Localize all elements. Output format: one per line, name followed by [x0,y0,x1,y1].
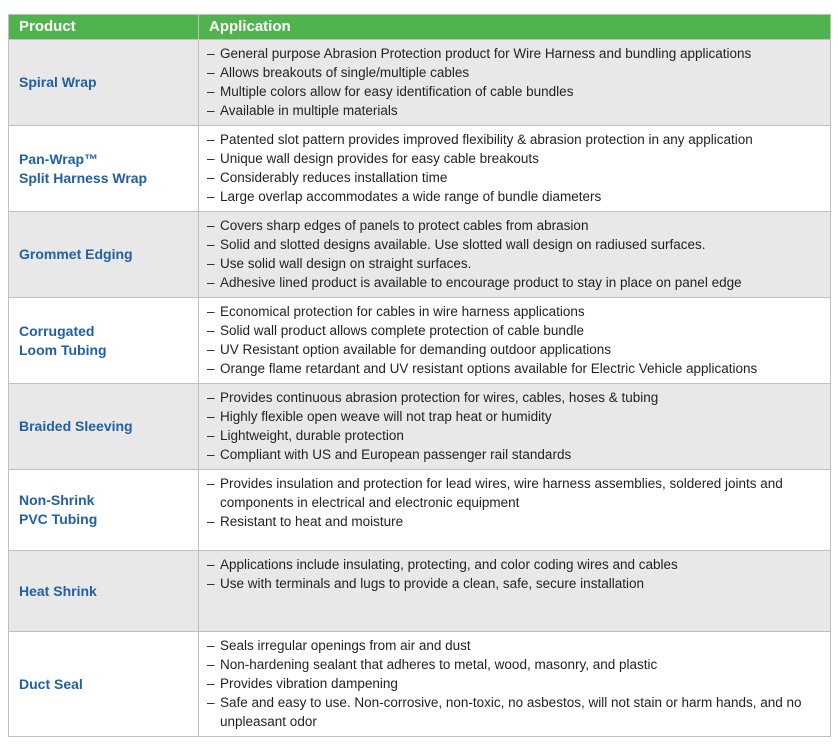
application-list [207,555,822,593]
table-row [9,384,831,470]
bullet-dash: – [207,151,215,166]
bullet-dash: – [207,390,215,405]
product-name-line: Pan-Wrap™ [19,150,99,167]
application-item [207,44,822,63]
application-item [207,512,822,531]
application-item [207,187,822,206]
table-header [9,15,831,40]
application-item [207,655,822,674]
application-text: Solid and slotted designs available. Use slotted wall design on radiused surfaces. [220,237,706,252]
product-name [9,551,199,632]
bullet-dash: – [207,657,215,672]
product-application-table [8,14,831,737]
table-row [9,551,831,632]
column-header-product: Product [9,15,199,40]
application-text: Non-hardening sealant that adheres to metal, wood, masonry, and plastic [220,657,658,672]
product-name-line: Loom Tubing [19,341,107,358]
application-text: Safe and easy to use. Non-corrosive, non-toxic, no asbestos, will not stain or harm hands, and no unpleasant odor [220,695,802,729]
product-name-line: Heat Shrink [19,582,97,599]
application-text: Patented slot pattern provides improved flexibility & abrasion protection in any application [220,132,753,147]
bullet-dash: – [207,323,215,338]
bullet-dash: – [207,256,215,271]
header-row [9,15,831,40]
table-row [9,298,831,384]
application-text: UV Resistant option available for demanding outdoor applications [220,342,611,357]
application-text: General purpose Abrasion Protection product for Wire Harness and bundling applications [220,46,752,61]
application-item [207,321,822,340]
application-item [207,302,822,321]
application-cell [199,126,831,212]
bullet-dash: – [207,695,215,710]
application-text: Resistant to heat and moisture [220,514,404,529]
product-name [9,126,199,212]
application-list [207,302,822,378]
product-name-line: Non-Shrink [19,492,95,508]
product-name [9,212,199,298]
application-text: Provides vibration dampening [220,676,398,691]
application-text: Compliant with US and European passenger rail standards [220,447,572,462]
bullet-dash: – [207,65,215,80]
product-name-line: Braided Sleeving [19,418,133,434]
application-item [207,235,822,254]
product-name [9,40,199,126]
column-header-application: Application [199,15,831,40]
application-item [207,426,822,445]
application-item [207,674,822,693]
bullet-dash: – [207,557,215,572]
application-list [207,636,822,731]
bullet-dash: – [207,638,215,653]
application-cell [199,551,831,632]
application-text: Available in multiple materials [220,103,398,118]
bullet-dash: – [207,514,215,529]
application-item [207,82,822,101]
application-cell [199,40,831,126]
application-item [207,63,822,82]
bullet-dash: – [207,46,215,61]
bullet-dash: – [207,218,215,233]
bullet-dash: – [207,170,215,185]
bullet-dash: – [207,275,215,290]
bullet-dash: – [207,676,215,691]
application-text: Economical protection for cables in wire harness applications [220,304,585,319]
application-list [207,44,822,120]
bullet-dash: – [207,103,215,118]
application-list [207,474,822,531]
application-text: Solid wall product allows complete protection of cable bundle [220,323,584,338]
product-name [9,298,199,384]
application-text: Allows breakouts of single/multiple cables [220,65,470,80]
application-text: Provides continuous abrasion protection for wires, cables, hoses & tubing [220,390,659,405]
application-item [207,693,822,731]
bullet-dash: – [207,428,215,443]
application-item [207,407,822,426]
product-name-line: Grommet Edging [19,246,133,262]
application-text: Applications include insulating, protecting, and color coding wires and cables [220,557,678,572]
bullet-dash: – [207,576,215,591]
table-row [9,126,831,212]
application-item [207,574,822,593]
application-cell [199,298,831,384]
product-name-line: Split Harness Wrap [19,169,148,186]
application-text: Multiple colors allow for easy identification of cable bundles [220,84,574,99]
application-item [207,474,822,512]
application-text: Considerably reduces installation time [220,170,448,185]
product-name [9,470,199,551]
table-row [9,632,831,737]
product-name [9,384,199,470]
bullet-dash: – [207,237,215,252]
table-row [9,470,831,551]
bullet-dash: – [207,476,215,491]
product-name [9,632,199,737]
bullet-dash: – [207,189,215,204]
application-item [207,359,822,378]
application-text: Seals irregular openings from air and dust [220,638,471,653]
application-item [207,254,822,273]
bullet-dash: – [207,304,215,319]
application-cell [199,632,831,737]
product-name-line: Spiral Wrap [19,74,97,90]
bullet-dash: – [207,342,215,357]
application-text: Provides insulation and protection for lead wires, wire harness assemblies, soldered joints and components in electrical and electronic equipment [220,476,783,510]
table-row [9,212,831,298]
application-item [207,101,822,120]
application-item [207,340,822,359]
application-text: Unique wall design provides for easy cable breakouts [220,151,539,166]
application-item [207,149,822,168]
application-item [207,388,822,407]
application-text: Large overlap accommodates a wide range of bundle diameters [220,189,602,204]
application-item [207,636,822,655]
application-cell [199,384,831,470]
application-text: Orange flame retardant and UV resistant options available for Electric Vehicle applications [220,361,758,376]
product-name-line: PVC Tubing [19,511,98,527]
application-text: Use solid wall design on straight surfaces. [220,256,472,271]
bullet-dash: – [207,409,215,424]
bullet-dash: – [207,447,215,462]
product-application-table-wrap [8,14,831,737]
table-body [9,40,831,737]
application-item [207,216,822,235]
application-cell [199,212,831,298]
application-text: Highly flexible open weave will not trap heat or humidity [220,409,552,424]
application-text: Lightweight, durable protection [220,428,404,443]
application-cell [199,470,831,551]
application-list [207,130,822,206]
table-row [9,40,831,126]
bullet-dash: – [207,132,215,147]
bullet-dash: – [207,84,215,99]
application-text: Use with terminals and lugs to provide a clean, safe, secure installation [220,576,644,591]
application-item [207,555,822,574]
application-text: Covers sharp edges of panels to protect cables from abrasion [220,218,589,233]
application-item [207,273,822,292]
application-text: Adhesive lined product is available to encourage product to stay in place on panel edge [220,275,742,290]
application-item [207,445,822,464]
application-item [207,130,822,149]
application-list [207,216,822,292]
application-item [207,168,822,187]
application-list [207,388,822,464]
bullet-dash: – [207,361,215,376]
product-name-line: Duct Seal [19,675,83,692]
product-name-line: Corrugated [19,322,95,339]
